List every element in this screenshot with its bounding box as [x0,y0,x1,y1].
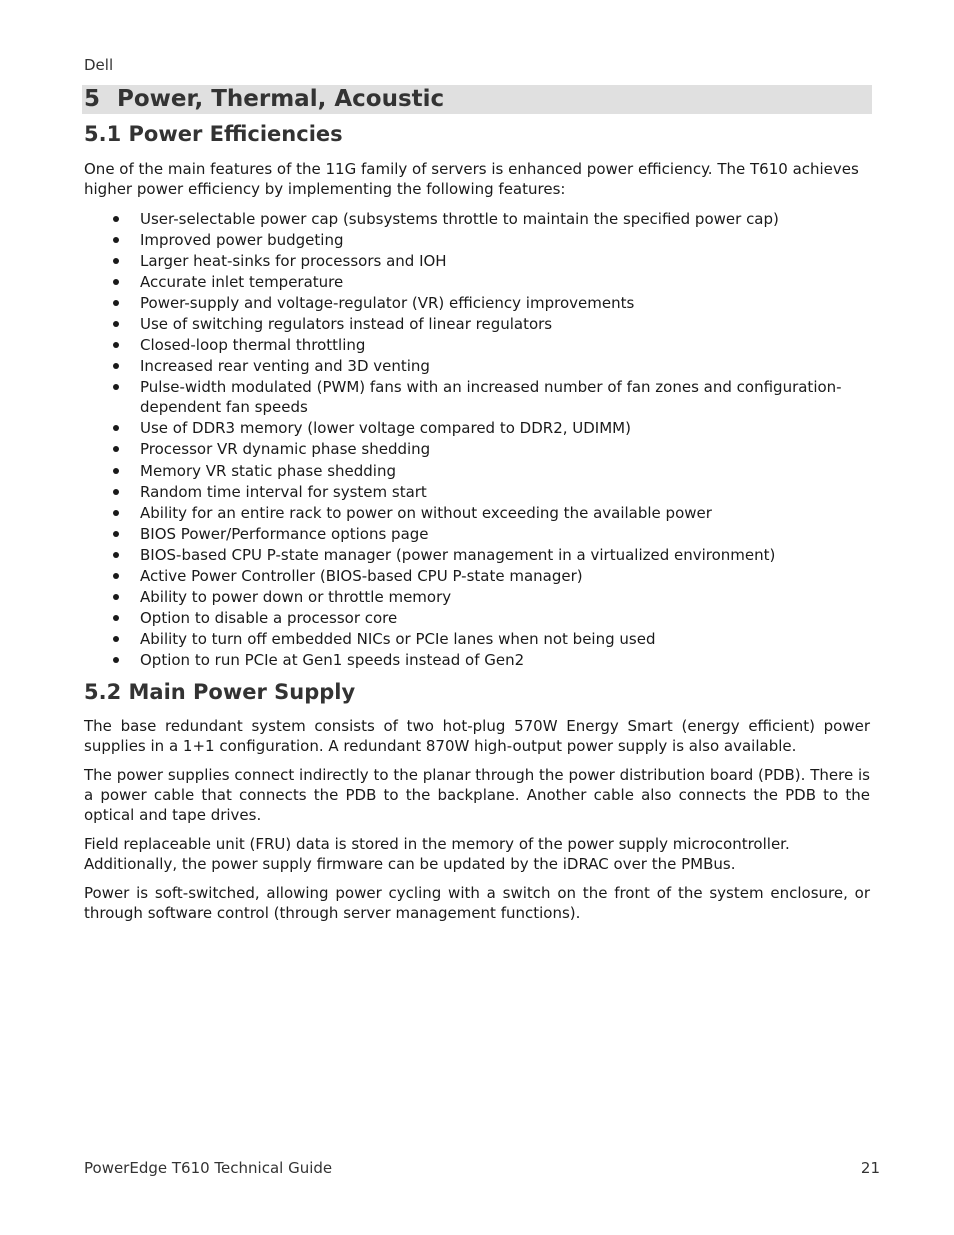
feature-list-item [84,314,870,334]
bullet-icon [113,531,119,537]
bullet-icon [113,321,119,327]
feature-list-item-text: Memory VR static phase shedding [140,461,396,480]
chapter-number: 5 [84,86,101,112]
section-heading-power-efficiencies: 5.1 Power Efficiencies [84,122,343,146]
feature-list-item [84,461,870,481]
feature-list-item-text: Ability to turn off embedded NICs or PCIe lanes when not being used [140,629,656,648]
feature-list-item-text: Active Power Controller (BIOS-based CPU P-state manager) [140,566,583,585]
feature-list-item [84,251,870,271]
bullet-icon [113,216,119,222]
feature-list-item-text: Power-supply and voltage-regulator (VR) efficiency improvements [140,294,635,313]
power-supply-paragraph-1: The base redundant system consists of two hot-plug 570W Energy Smart (energy efficient) power supplies in a 1+1 configuration. A redundant 870W high-output power supply is also available. [84,717,870,755]
feature-list-item [84,377,870,417]
feature-list-item-text: Accurate inlet temperature [140,273,344,292]
feature-list-item-text: BIOS Power/Performance options page [140,524,429,543]
power-supply-paragraph-3: Field replaceable unit (FRU) data is stored in the memory of the power supply microcontroller. Additionally, the power supply firmware can be updated by the iDRAC over the PMBus. [84,835,790,873]
running-header-company: Dell [84,56,114,74]
bullet-icon [113,258,119,264]
footer-document-title: PowerEdge T610 Technical Guide [84,1159,333,1177]
feature-list-item-text: User-selectable power cap (subsystems throttle to maintain the specified power cap) [140,210,779,228]
feature-list-item-text: Pulse-width modulated (PWM) fans with an increased number of fan zones and configuration-dependent fan speeds [140,378,842,417]
feature-list-item [84,566,870,586]
feature-list-item [84,545,870,565]
bullet-icon [113,615,119,621]
feature-list-item [84,209,870,229]
feature-list-item-text: Ability to power down or throttle memory [140,587,452,606]
bullet-icon [113,446,119,452]
bullet-icon [113,510,119,516]
bullet-icon [113,384,119,390]
feature-list-item [84,650,870,670]
footer-page-number: 21 [860,1159,880,1177]
feature-list-item [84,629,870,649]
bullet-icon [113,573,119,579]
bullet-icon [113,552,119,558]
feature-list-item [84,272,870,292]
power-supply-paragraph-2: The power supplies connect indirectly to the planar through the power distribution board (PDB). There is a power cable that connects the PDB to the backplane. Another cable also connects the PDB to the optical and tape drives. [84,766,870,824]
feature-list-item [84,356,870,376]
feature-list-item [84,230,870,250]
feature-list-item-text: Ability for an entire rack to power on without exceeding the available power [140,503,712,522]
feature-list-item-text: Random time interval for system start [140,482,427,501]
feature-list-item-text: Larger heat-sinks for processors and IOH [140,252,447,271]
bullet-icon [113,636,119,642]
power-efficiencies-intro: One of the main features of the 11G family of servers is enhanced power efficiency. The T610 achieves higher power efficiency by implementing the following features: [84,160,859,198]
feature-list-item [84,418,870,438]
feature-list-item-text: BIOS-based CPU P-state manager (power management in a virtualized environment) [140,545,776,564]
bullet-icon [113,594,119,600]
chapter-title-text: Power, Thermal, Acoustic [117,86,445,112]
bullet-icon [113,363,119,369]
feature-list-item [84,608,870,628]
bullet-icon [113,468,119,474]
bullet-icon [113,489,119,495]
feature-list-item [84,293,870,313]
feature-list-item-text: Closed-loop thermal throttling [140,336,366,355]
feature-list-item [84,503,870,523]
bullet-icon [113,425,119,431]
feature-list-item [84,524,870,544]
power-efficiency-feature-list [84,209,870,671]
bullet-icon [113,279,119,285]
feature-list-item [84,482,870,502]
feature-list-item-text: Use of switching regulators instead of linear regulators [140,315,553,334]
feature-list-item-text: Option to run PCIe at Gen1 speeds instead of Gen2 [140,650,525,669]
bullet-icon [113,342,119,348]
bullet-icon [113,300,119,306]
feature-list-item-text: Option to disable a processor core [140,608,398,627]
section-heading-main-power-supply: 5.2 Main Power Supply [84,680,356,704]
feature-list-item-text: Processor VR dynamic phase shedding [140,440,431,459]
feature-list-item [84,587,870,607]
feature-list-item-text: Use of DDR3 memory (lower voltage compared to DDR2, UDIMM) [140,419,631,438]
feature-list-item-text: Improved power budgeting [140,231,344,250]
bullet-icon [113,237,119,243]
feature-list-item-text: Increased rear venting and 3D venting [140,357,430,376]
bullet-icon [113,657,119,663]
chapter-heading [84,85,444,114]
feature-list-item [84,439,870,459]
feature-list-item [84,335,870,355]
power-supply-paragraph-4: Power is soft-switched, allowing power cycling with a switch on the front of the system enclosure, or through software control (through server management functions). [84,884,870,922]
